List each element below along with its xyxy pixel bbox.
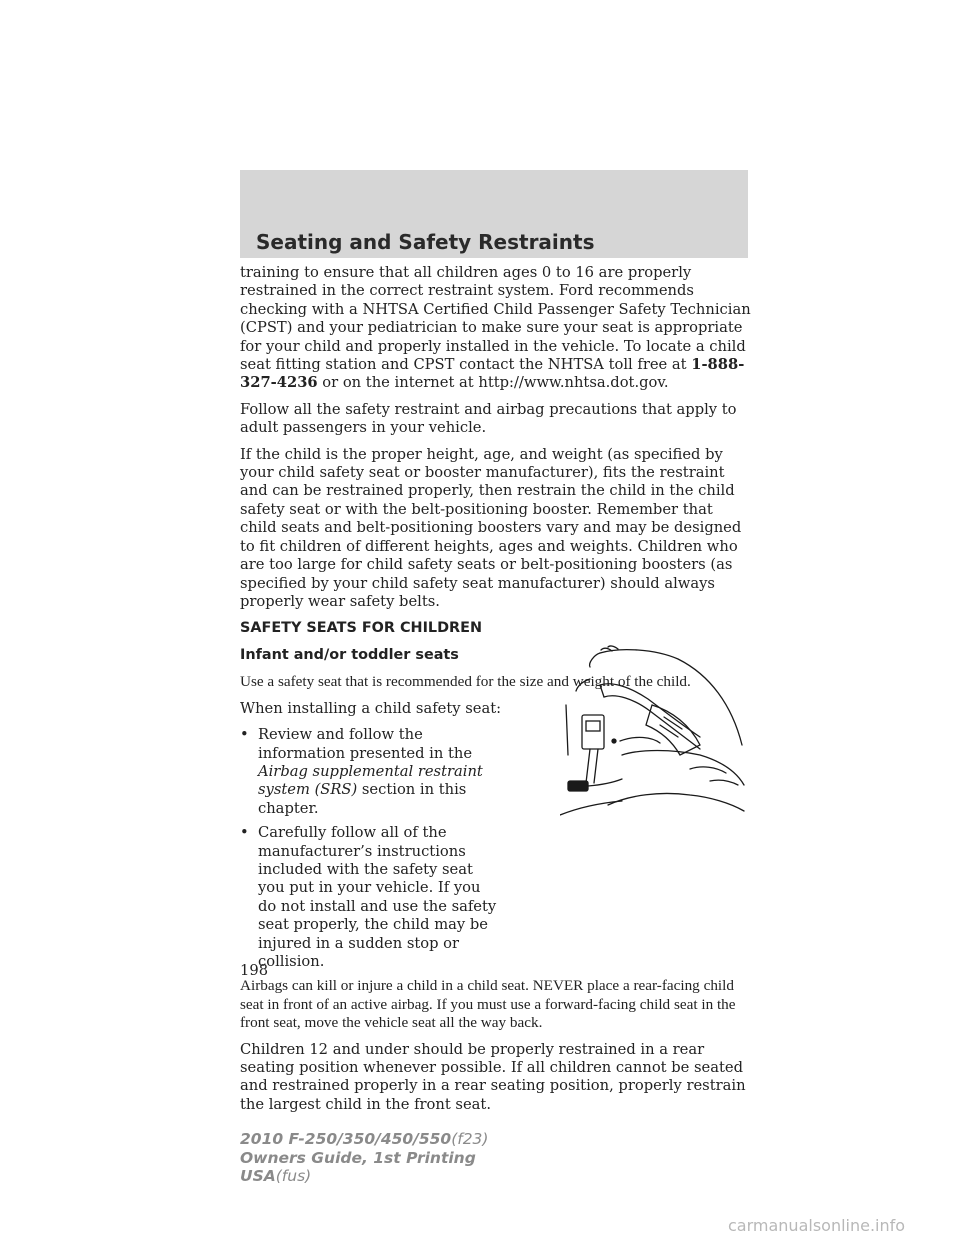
paragraph-training-text: training to ensure that all children ages 0 to 16 are properly restrained in the correct restraint system. Ford recommends checking with a NHTSA Certified Child Passenger Safety Technician (CPST) and your pediatrician to make sure your seat is appropriate for your child and properly installed in the vehicle. To locate a child seat fitting station and CPST contact the NHTSA toll free at xyxy=(240,264,751,374)
footer-line-printing: Owners Guide, 1st Printing xyxy=(240,1148,476,1167)
bullet-icon: • xyxy=(240,726,249,744)
footer-model: 2010 F-250/350/450/550 xyxy=(240,1130,452,1148)
document-footer xyxy=(240,1130,488,1186)
page-number: 198 xyxy=(240,962,269,979)
footer-line-model xyxy=(240,1130,488,1149)
footer-model-code: (f23) xyxy=(451,1130,489,1148)
watermark: carmanualsonline.info xyxy=(728,1216,906,1235)
paragraph-follow-precautions: Follow all the safety restraint and airbag precautions that apply to adult passengers in your vehicle. xyxy=(240,400,737,437)
page-title: Seating and Safety Restraints xyxy=(256,230,595,254)
bullet-text: Carefully follow all of the manufacturer’s instructions included with the safety seat you put in your vehicle. If you do not install and use the safety seat properly, the child may be injured in a sudden stop or collision. xyxy=(258,824,497,970)
paragraph-proper-height: If the child is the proper height, age, and weight (as specified by your child safety seat or booster manufacturer), fits the restraint and can be restrained properly, then restrain the child in the child safety seat or with the belt-positioning booster. Remember that child seats and belt-positioning boosters vary and may be designed to fit children of different heights, ages and weights. Children who are too large for child safety seats or belt-positioning boosters (as specified by your child safety seat manufacturer) should always properly wear safety belts. xyxy=(240,445,742,610)
paragraph-use-safety-seat: Use a safety seat that is recommended for the size and weight of the child. xyxy=(240,673,691,691)
seat-belt-illustration xyxy=(560,645,746,823)
paragraph-children-12: Children 12 and under should be properly restrained in a rear seating position whenever possible. If all children cannot be seated and restrained properly in a rear seating position, properly restrain the largest child in the front seat. xyxy=(240,1040,746,1113)
subheading: Infant and/or toddler seats xyxy=(240,647,459,664)
footer-region-code: (fus) xyxy=(275,1167,312,1185)
bullet-text-tail: section in this chapter. xyxy=(258,781,467,817)
installation-bullet-list xyxy=(240,726,500,971)
footer-line-region xyxy=(240,1167,488,1186)
nhtsa-phone-number: 1-888-327-4236 xyxy=(240,356,745,392)
paragraph-training xyxy=(240,264,752,393)
bullet-italic-reference: Airbag supplemental restraint system (SRS) xyxy=(258,762,483,799)
footer-region: USA xyxy=(240,1167,276,1185)
list-item xyxy=(240,726,500,818)
bullet-text: Review and follow the information presented in the xyxy=(258,726,473,762)
section-heading: SAFETY SEATS FOR CHILDREN xyxy=(240,620,482,637)
paragraph-airbag-warning: Airbags can kill or injure a child in a child seat. NEVER place a rear-facing child seat in front of an active airbag. If you must use a forward-facing child seat in the front seat, move the vehicle seat all the way back. xyxy=(240,977,736,1032)
paragraph-training-tail: or on the internet at http://www.nhtsa.dot.gov. xyxy=(317,374,669,392)
bullet-icon: • xyxy=(240,824,249,842)
list-item xyxy=(240,824,500,971)
paragraph-when-installing: When installing a child safety seat: xyxy=(240,699,502,717)
